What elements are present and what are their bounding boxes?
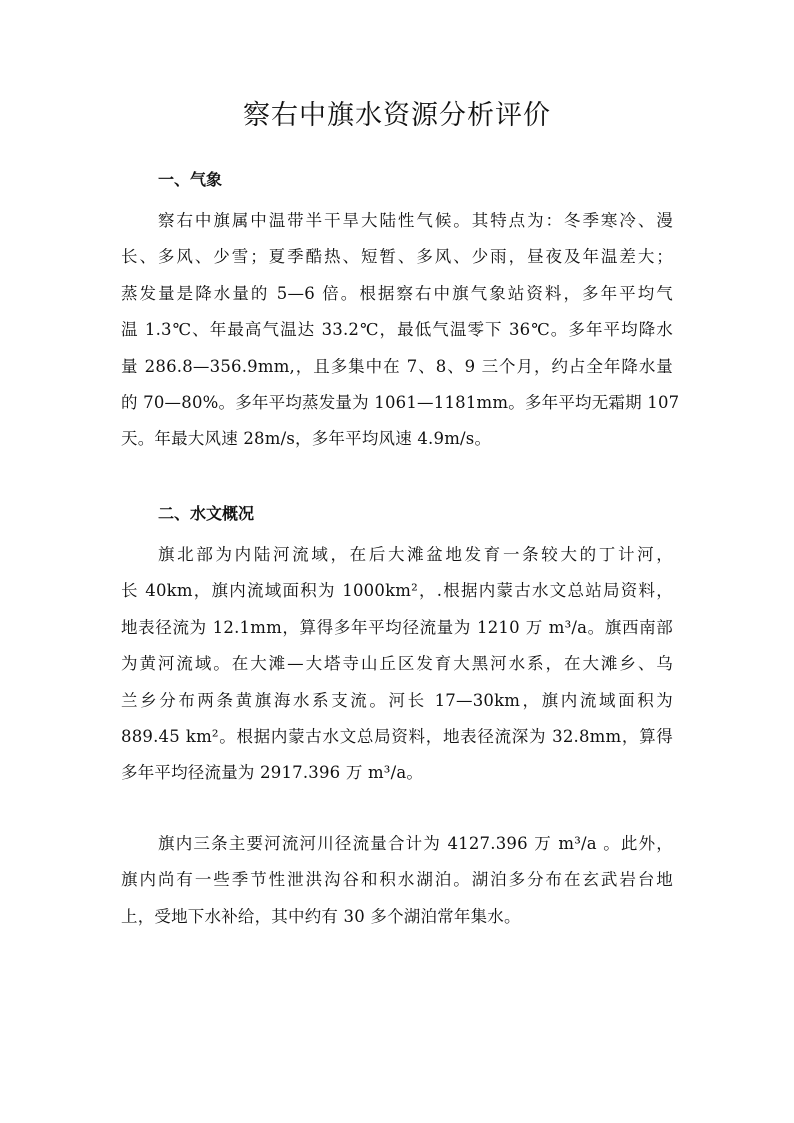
paragraph-line: 长 40km，旗内流域面积为 1000km²，.根据内蒙古水文总站局资料， [121, 581, 673, 601]
paragraph-line: 为黄河流域。在大滩—大塔寺山丘区发育大黑河水系，在大滩乡、乌 [121, 654, 673, 674]
document-title: 察右中旗水资源分析评价 [243, 100, 551, 131]
paragraph-line: 长、多风、少雪；夏季酷热、短暂、多风、少雨，昼夜及年温差大； [121, 247, 673, 267]
section-heading-hydrology: 二、水文概况 [158, 504, 255, 523]
paragraph-line: 旗内尚有一些季节性泄洪沟谷和积水湖泊。湖泊多分布在玄武岩台地 [121, 870, 673, 890]
paragraph-line: 旗北部为内陆河流域，在后大滩盆地发育一条较大的丁计河， [158, 545, 673, 564]
paragraph-line: 温 1.3℃、年最高气温达 33.2℃，最低气温零下 36℃。多年平均降水 [121, 320, 673, 340]
paragraph-line: 量 286.8—356.9mm,，且多集中在 7、8、9 三个月，约占全年降水量 [121, 356, 673, 376]
paragraph-line: 上，受地下水补给，其中约有 30 多个湖泊常年集水。 [121, 906, 521, 926]
paragraph-line: 889.45 km²。根据内蒙古水文总局资料，地表径流深为 32.8mm，算得 [121, 726, 673, 746]
paragraph-line: 的 70—80%。多年平均蒸发量为 1061—1181mm。多年平均无霜期 107 [121, 392, 680, 412]
paragraph-line: 天。年最大风速 28m/s，多年平均风速 4.9m/s。 [121, 429, 492, 449]
paragraph-line: 蒸发量是降水量的 5—6 倍。根据察右中旗气象站资料，多年平均气 [121, 283, 673, 303]
paragraph-hydrology-1 [121, 537, 673, 792]
paragraph-line: 察右中旗属中温带半干旱大陆性气候。其特点为：冬季寒冷、漫 [158, 211, 673, 230]
section-heading-meteorology: 一、气象 [158, 170, 223, 189]
paragraph-hydrology-2 [121, 826, 673, 935]
paragraph-line: 多年平均径流量为 2917.396 万 m³/a。 [121, 763, 424, 783]
paragraph-meteorology [121, 203, 680, 458]
paragraph-line: 旗内三条主要河流河川径流量合计为 4127.396 万 m³/a 。此外， [158, 834, 673, 853]
paragraph-line: 地表径流为 12.1mm，算得多年平均径流量为 1210 万 m³/a。旗西南部 [121, 617, 673, 637]
paragraph-line: 兰乡分布两条黄旗海水系支流。河长 17—30km，旗内流域面积为 [121, 690, 673, 710]
